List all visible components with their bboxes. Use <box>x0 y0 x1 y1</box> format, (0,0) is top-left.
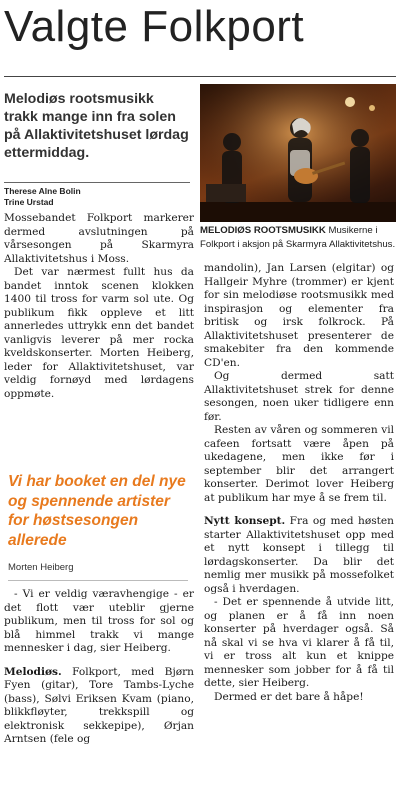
pull-quote: Vi har booket en del nye og spennende artister for høstsesongen allerede <box>8 473 186 549</box>
body-column-2 <box>204 262 394 788</box>
body-column-1-bottom <box>4 588 194 788</box>
body-paragraph-4 <box>4 666 194 747</box>
pull-quote-divider <box>8 580 188 581</box>
body-paragraph-8-text: Fra og med høsten starter Allaktivitetshuset opp med et nytt konsept i tillegg til lørdagskonserter. Da blir det nemlig mer musikk på mossefolket også i hverdagen. <box>204 515 394 595</box>
subheading-nytt-konsept: Nytt konsept. <box>204 515 286 527</box>
pull-quote-author: Morten Heiberg <box>8 562 74 573</box>
body-paragraph-2: Det var nærmest fullt hus da bandet inntok scenen klokken 1400 til tross for varm sol ute. Og publikum fikk oppleve et litt annerledes uttrykk enn det bandet vanligvis leverer på mer rocka kveldskonserter. Morten Heiberg, leder for Allaktivitetshuset, var veldig fornøyd med lørdagens oppmøte. <box>4 266 194 400</box>
lead-divider <box>4 182 190 183</box>
body-paragraph-7: Resten av våren og sommeren vil cafeen fortsatt være åpen på ukedagene, men ikke før i september blir det arrangert konserter. Derimot lover Heiberg at publikum har mye å se frem til. <box>204 424 394 504</box>
body-paragraph-3: - Vi er veldig væravhengige - er det flott vær uteblir gjerne publikum, men til tross for sol og blå himmel trakk vi mange mennesker i dag, sier Heiberg. <box>4 588 194 654</box>
body-paragraph-9: - Det er spennende å utvide litt, og planen er å få inn noen konserter på hverdager også. Så nå skal vi se hva vi klarer å få til, vi er tross alt kun et knippe mennesker som jobber for å få til dette, sier Heiberg. <box>204 596 394 689</box>
headline-divider <box>4 76 396 77</box>
body-column-1-top <box>4 212 194 462</box>
body-paragraph-5: mandolin), Jan Larsen (elgitar) og Hallgeir Myhre (trommer) er kjent for sin melodiøse rootsmusikk med inspirasjon og elementer fra britisk og irsk folkrock. På Allaktivitetshuset presenterer de smakebiter fra den kommende CD'en. <box>204 262 394 369</box>
subheading-melodios: Melodiøs. <box>4 665 62 678</box>
byline-author-2: Trine Urstad <box>4 196 54 207</box>
body-paragraph-8 <box>204 515 394 596</box>
byline-author-1: Therese Alne Bolin <box>4 186 81 196</box>
byline <box>4 186 190 207</box>
body-paragraph-10: Dermed er det bare å håpe! <box>214 690 364 703</box>
body-paragraph-4-text: Folkport, med Bjørn Fyen (gitar), Tore Tambs-Lyche (bass), Sølvi Eriksen Kvam (piano, blikkfløyter, trekkspill og elektronisk sekkepipe), Ørjan Arntsen (fele og <box>4 665 194 745</box>
body-paragraph-6: Og dermed satt Allaktivitetshuset strek for denne sesongen, noen uker tidligere enn før. <box>204 370 394 423</box>
lead-paragraph: Melodiøs rootsmusikk trakk mange inn fra solen på Allaktivitetshuset lørdag ettermiddag. <box>4 91 189 161</box>
concert-photo <box>200 84 396 222</box>
headline: Valgte Folkport <box>4 2 305 51</box>
photo-caption <box>200 224 396 251</box>
concert-photo-illustration <box>200 84 396 222</box>
body-paragraph-1: Mossebandet Folkport markerer dermed avslutningen på vårsesongen på Skarmyra Allaktivitetshus i Moss. <box>4 212 194 265</box>
caption-lead: MELODIØS ROOTSMUSIKK <box>200 225 326 236</box>
caption-text: Musikerne i Folkport i aksjon på Skarmyra Allaktivitetshus. <box>200 225 396 250</box>
